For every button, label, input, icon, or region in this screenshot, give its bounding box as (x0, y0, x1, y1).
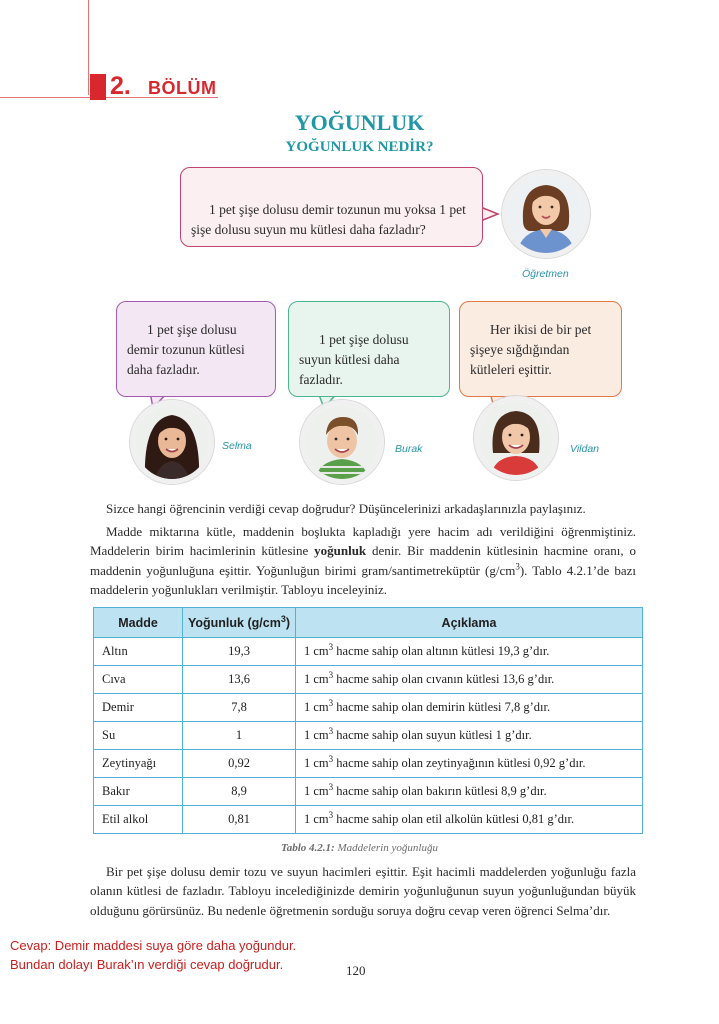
intro-text-2: denir. Bir maddenin kütlesinin hacmine oranı, o maddenin yoğunluğuna eşittir. Yoğunluğun birimi gram/santimetreküptür (g/cm (90, 543, 636, 578)
cell-madde: Bakır (94, 778, 183, 806)
header-madde: Madde (94, 608, 183, 638)
answer-line-2: Bundan dolayı Burak’ın verdiği cevap doğrudur. (10, 957, 284, 972)
cell-unit: cm (313, 644, 329, 658)
caption-text: Maddelerin yoğunluğu (337, 842, 438, 854)
cell-unit-sup: 3 (328, 669, 334, 680)
cell-aciklama-text: hacme sahip olan demirin kütlesi 7,8 g’dır. (336, 700, 551, 714)
table-caption (0, 842, 719, 854)
intro-superscript: 3 (515, 561, 520, 572)
cell-aciklama: 1 $cm^3$ hacme sahip olan cıvanın kütlesi 13,6 g’dır. (296, 666, 643, 694)
table-row (94, 806, 643, 834)
table-body (94, 638, 643, 834)
cell-unit: cm (313, 700, 329, 714)
table-row (94, 778, 643, 806)
cell-yogunluk: 8,9 (183, 778, 296, 806)
table-row (94, 638, 643, 666)
table-row (94, 666, 643, 694)
answer-line-1: Cevap: Demir maddesi suya göre daha yoğundur. (10, 938, 297, 953)
selma-name: Selma (222, 440, 252, 452)
header-yogunluk-sup: 3 (280, 613, 286, 624)
cell-yogunluk: 19,3 (183, 638, 296, 666)
intro-paragraph (90, 522, 636, 599)
burak-speech-bubble: 1 pet şişe dolusu suyun kütlesi daha fazladır. (288, 301, 450, 397)
cell-madde: Cıva (94, 666, 183, 694)
cell-aciklama-text: hacme sahip olan bakırın kütlesi 8,9 g’dır. (336, 784, 547, 798)
cell-aciklama: 1 $cm^3$ hacme sahip olan demirin kütlesi 7,8 g’dır. (296, 694, 643, 722)
cell-yogunluk: 13,6 (183, 666, 296, 694)
vildan-name: Vildan (570, 443, 599, 455)
cell-aciklama-text: hacme sahip olan altının kütlesi 19,3 g’dır. (336, 644, 550, 658)
cell-unit: cm (313, 784, 329, 798)
caption-label: Tablo 4.2.1: (281, 842, 335, 854)
cell-madde: Su (94, 722, 183, 750)
cell-madde: Zeytinyağı (94, 750, 183, 778)
vildan-avatar (474, 396, 558, 480)
cell-madde: Altın (94, 638, 183, 666)
intro-text-3: ). Tablo 4.2.1’de bazı maddelerin yoğunlukları verilmiştir. Tabloyu inceleyiniz. (90, 562, 636, 597)
page-number: 120 (346, 963, 366, 978)
cell-unit-sup: 3 (328, 697, 334, 708)
cell-aciklama-text: hacme sahip olan suyun kütlesi 1 g’dır. (336, 728, 532, 742)
table-row (94, 722, 643, 750)
selma-avatar (130, 400, 214, 484)
discussion-prompt: Sizce hangi öğrencinin verdiği cevap doğrudur? Düşüncelerinizi arkadaşlarınızla paylaşınız. (106, 501, 586, 516)
cell-madde: Demir (94, 694, 183, 722)
vildan-speech-bubble: Her ikisi de bir pet şişeye sığdığından kütleleri eşittir. (459, 301, 622, 397)
header-aciklama: Açıklama (296, 608, 643, 638)
header-yogunluk-close: ) (285, 615, 290, 630)
chapter-number: 2. (110, 72, 131, 100)
density-table (93, 607, 643, 834)
cell-unit: cm (313, 728, 329, 742)
teacher-name: Öğretmen (522, 268, 569, 280)
cell-yogunluk: 1 (183, 722, 296, 750)
cell-madde: Etil alkol (94, 806, 183, 834)
cell-unit-sup: 3 (328, 641, 334, 652)
cell-unit-sup: 3 (328, 725, 334, 736)
cell-aciklama-text: hacme sahip olan zeytinyağının kütlesi 0,92 g’dır. (336, 756, 586, 770)
cell-aciklama: 1 $cm^3$ hacme sahip olan zeytinyağının kütlesi 0,92 g’dır. (296, 750, 643, 778)
burak-avatar (300, 400, 384, 484)
header-yogunluk (183, 608, 296, 638)
cell-aciklama: 1 $cm^3$ hacme sahip olan etil alkolün kütlesi 0,81 g’dır. (296, 806, 643, 834)
header-yogunluk-text: Yoğunluk (g/cm (187, 615, 281, 630)
cell-unit-sup: 3 (328, 781, 334, 792)
burak-name: Burak (395, 443, 423, 455)
cell-unit-sup: 3 (328, 753, 334, 764)
cell-aciklama: 1 $cm^3$ hacme sahip olan suyun kütlesi 1 g’dır. (296, 722, 643, 750)
table-row (94, 750, 643, 778)
cell-yogunluk: 0,81 (183, 806, 296, 834)
teacher-avatar (502, 170, 590, 258)
intro-keyword: yoğunluk (314, 543, 367, 559)
page-subtitle: YOĞUNLUK NEDİR? (285, 139, 434, 155)
cell-unit: cm (313, 672, 329, 686)
teacher-speech-bubble: 1 pet şişe dolusu demir tozunun mu yoksa 1 pet şişe dolusu suyun mu kütlesi daha fazladır? (180, 167, 483, 247)
conclusion-paragraph: Bir pet şişe dolusu demir tozu ve suyun hacimleri eşittir. Eşit hacimli maddelerden yoğunluğu fazla olanın kütlesi de fazladır. Tabloyu incelediğinizde demirin yoğunluğunun suyun yoğunluğundan büyük olduğunu görürsünüz. Bu nedenle öğretmenin sorduğu soruya doğru cevap veren öğrenci Selma’dır. (90, 864, 636, 918)
chapter-label: BÖLÜM (148, 78, 217, 98)
cell-aciklama-text: hacme sahip olan etil alkolün kütlesi 0,81 g’dır. (336, 812, 575, 826)
cell-unit: cm (313, 812, 329, 826)
page-title: YOĞUNLUK (294, 110, 425, 135)
cell-unit-sup: 3 (328, 809, 334, 820)
intro-text-1: Madde miktarına kütle, maddenin boşlukta kapladığı yere hacim adı verildiğini öğrenmiştiniz. Maddelerin birim hacimlerinin kütlesine (90, 524, 636, 559)
table-row (94, 694, 643, 722)
cell-aciklama: 1 $cm^3$ hacme sahip olan bakırın kütlesi 8,9 g’dır. (296, 778, 643, 806)
cell-aciklama: 1 $cm^3$ hacme sahip olan altının kütlesi 19,3 g’dır. (296, 638, 643, 666)
cell-aciklama-text: hacme sahip olan cıvanın kütlesi 13,6 g’dır. (336, 672, 555, 686)
table-header-row (94, 608, 643, 638)
cell-yogunluk: 7,8 (183, 694, 296, 722)
selma-speech-bubble: 1 pet şişe dolusu demir tozunun kütlesi daha fazladır. (116, 301, 276, 397)
cell-unit: cm (313, 756, 329, 770)
cell-yogunluk: 0,92 (183, 750, 296, 778)
